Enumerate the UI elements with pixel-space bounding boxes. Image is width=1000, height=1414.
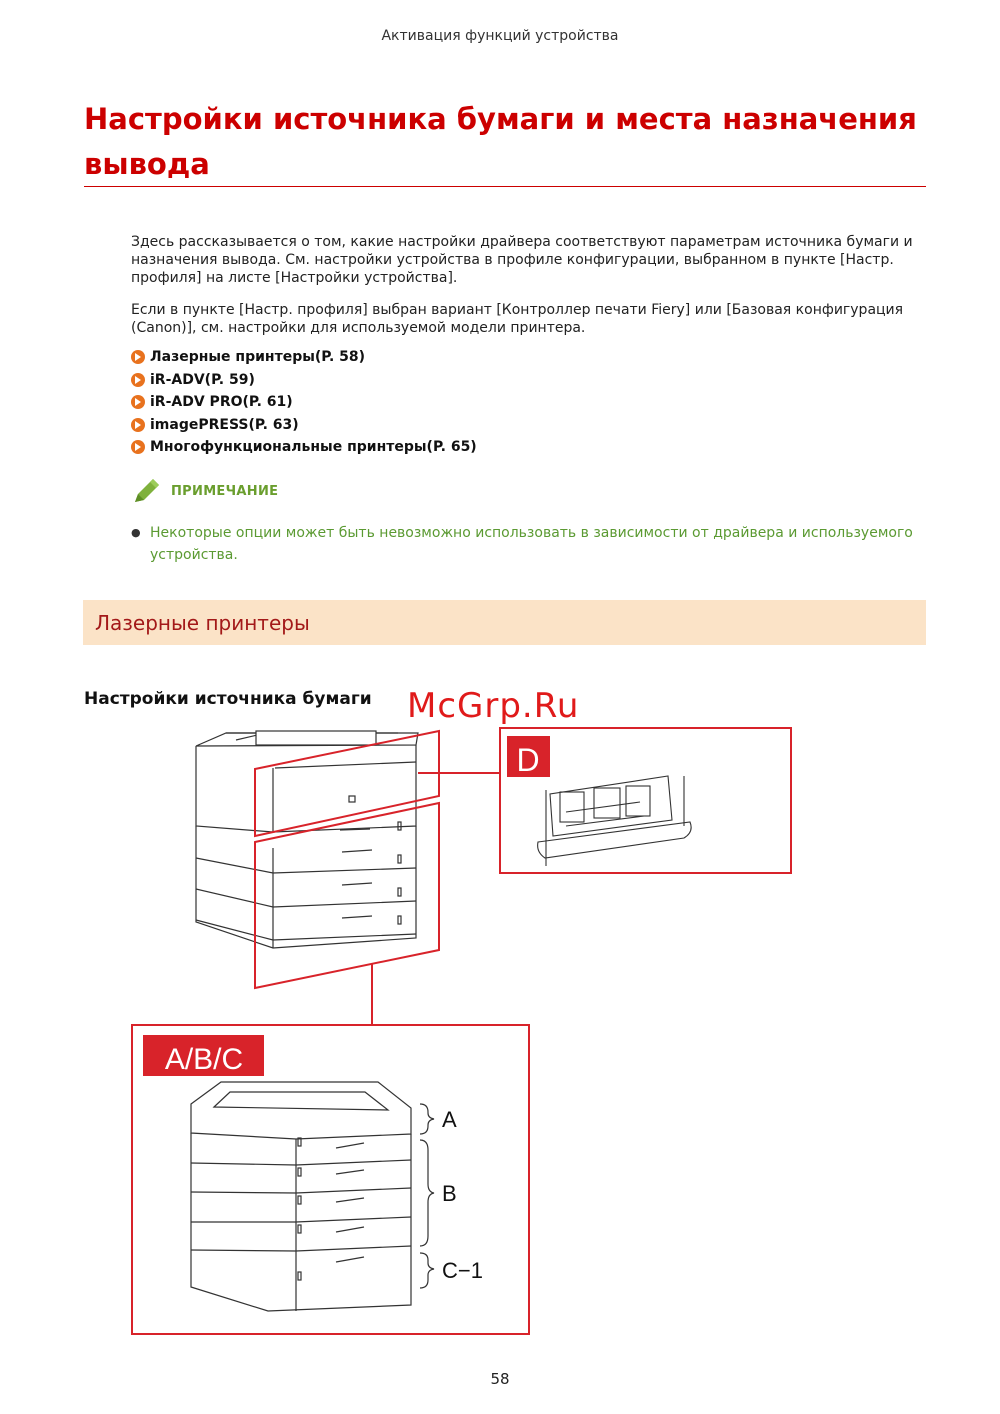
link-multifunction-printers[interactable]: Многофункциональные принтеры(P. 65) xyxy=(131,436,477,459)
callout-abc-label: A/B/C xyxy=(164,1043,244,1076)
tray-label-a: A xyxy=(442,1107,457,1132)
callout-d-label: D xyxy=(516,742,540,778)
note-text: Некоторые опции может быть невозможно использовать в зависимости от драйвера и используемого устройства. xyxy=(150,525,913,563)
watermark: McGrp.Ru xyxy=(407,686,580,726)
subheading: Настройки источника бумаги xyxy=(84,689,372,709)
tray-label-c1: C−1 xyxy=(442,1258,483,1283)
bullet-icon: ● xyxy=(131,526,141,539)
running-header: Активация функций устройства xyxy=(381,28,619,44)
page-title: Настройки источника бумаги и места назначения вывода xyxy=(84,102,917,181)
link-ir-adv-pro[interactable]: iR-ADV PRO(P. 61) xyxy=(131,391,477,414)
output-tray-detail xyxy=(538,776,692,866)
link-ir-adv[interactable]: iR-ADV(P. 59) xyxy=(131,369,477,392)
section-heading: Лазерные принтеры xyxy=(95,610,310,635)
highlight-frames xyxy=(132,728,791,1334)
note-label: ПРИМЕЧАНИЕ xyxy=(171,483,279,499)
page-number: 58 xyxy=(490,1370,510,1388)
link-imagepress[interactable]: imagePRESS(P. 63) xyxy=(131,414,477,437)
tray-label-b: B xyxy=(442,1181,457,1206)
link-laser-printers[interactable]: Лазерные принтеры(P. 58) xyxy=(131,346,477,369)
printer-drawing xyxy=(196,731,418,948)
intro-paragraph-2: Если в пункте [Настр. профиля] выбран вариант [Контроллер печати Fiery] или [Базовая конфигурация (Canon)], см. настройки для используемой модели принтера. xyxy=(131,302,904,336)
intro-paragraph-1: Здесь рассказывается о том, какие настройки драйвера соответствуют параметрам источника бумаги и назначения вывода. См. настройки устройства в профиле конфигурации, выбранном в пункте [Настр. профиля] на листе [Настройки устройства]. xyxy=(131,234,913,286)
tray-stack-drawing xyxy=(191,1082,434,1311)
